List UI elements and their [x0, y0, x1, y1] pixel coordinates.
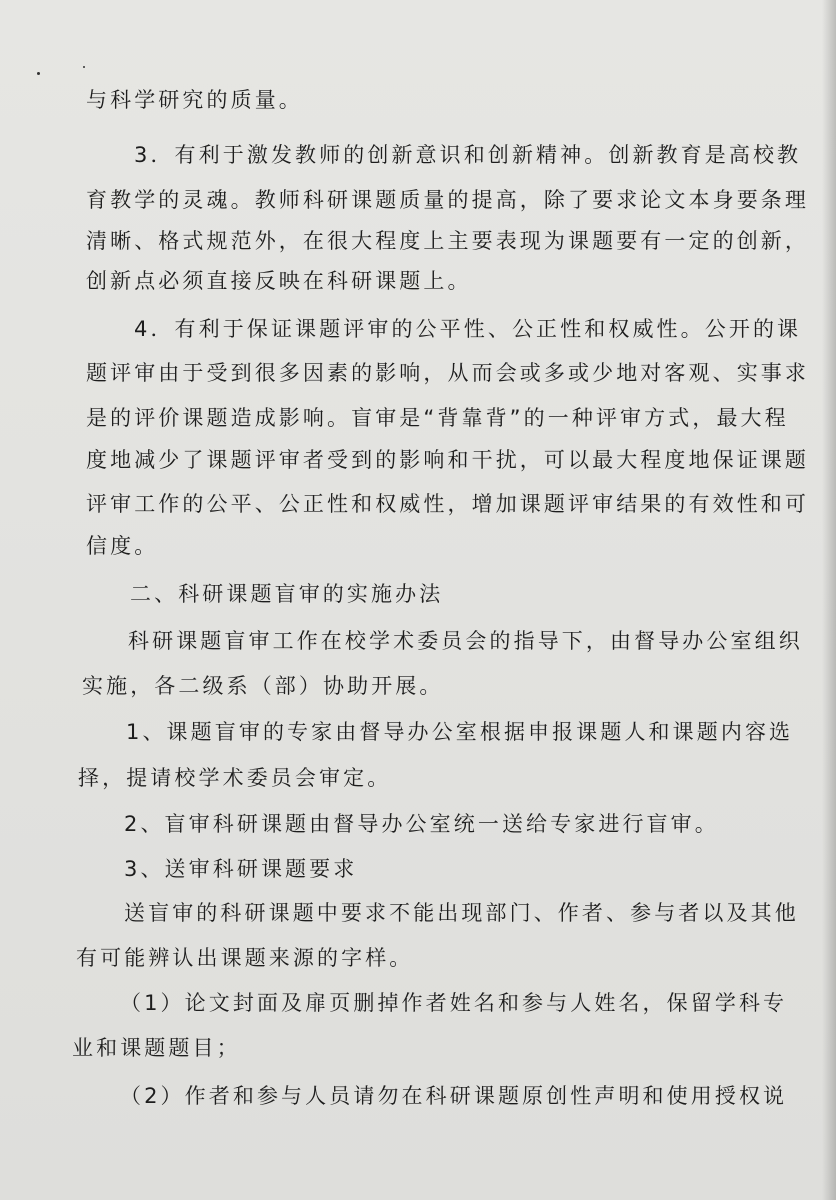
paragraph-line: 2、盲审科研课题由督导办公室统一送给专家进行盲审。 — [124, 812, 719, 836]
paragraph-line: （1）论文封面及扉页删掉作者姓名和参与人姓名，保留学科专 — [120, 991, 788, 1015]
paragraph-line: （2）作者和参与人员请勿在科研课题原创性声明和使用授权说 — [120, 1084, 788, 1108]
paragraph-line: 3、送审科研课题要求 — [124, 857, 358, 881]
paragraph-line: 业和课题题目； — [72, 1036, 241, 1060]
paragraph-line: 4．有利于保证课题评审的公平性、公正性和权威性。公开的课 — [134, 317, 802, 341]
paragraph-line: 题评审由于受到很多因素的影响，从而会或多或少地对客观、实事求 — [86, 361, 809, 385]
paragraph-line: 3．有利于激发教师的创新意识和创新精神。创新教育是高校教 — [134, 143, 802, 167]
paragraph-line: 1、课题盲审的专家由督导办公室根据申报课题人和课题内容选 — [126, 720, 794, 744]
paragraph-line: 是的评价课题造成影响。盲审是“背靠背”的一种评审方式，最大程 — [86, 406, 789, 430]
paragraph-line: 信度。 — [86, 534, 159, 558]
paragraph-line: 清晰、格式规范外，在很大程度上主要表现为课题要有一定的创新， — [86, 229, 809, 253]
paragraph-line: 科研课题盲审工作在校学术委员会的指导下，由督导办公室组织 — [128, 629, 803, 653]
paragraph-line: 评审工作的公平、公正性和权威性，增加课题评审结果的有效性和可 — [86, 492, 809, 516]
section-heading: 二、科研课题盲审的实施办法 — [130, 582, 444, 606]
paragraph-line: 度地减少了课题评审者受到的影响和干扰，可以最大程度地保证课题 — [86, 448, 809, 472]
paragraph-line: 创新点必须直接反映在科研课题上。 — [86, 269, 472, 293]
paragraph-line: 育教学的灵魂。教师科研课题质量的提高，除了要求论文本身要条理 — [86, 188, 809, 212]
paragraph-line: 实施，各二级系（部）协助开展。 — [82, 674, 444, 698]
paper-speck — [37, 72, 40, 75]
paragraph-line: 送盲审的科研课题中要求不能出现部门、作者、参与者以及其他 — [124, 901, 799, 925]
paper-speck — [83, 66, 85, 68]
paragraph-line: 与科学研究的质量。 — [86, 88, 303, 112]
paragraph-line: 有可能辨认出课题来源的字样。 — [76, 946, 414, 970]
page-edge-shadow — [822, 0, 836, 1200]
paragraph-line: 择，提请校学术委员会审定。 — [78, 766, 392, 790]
